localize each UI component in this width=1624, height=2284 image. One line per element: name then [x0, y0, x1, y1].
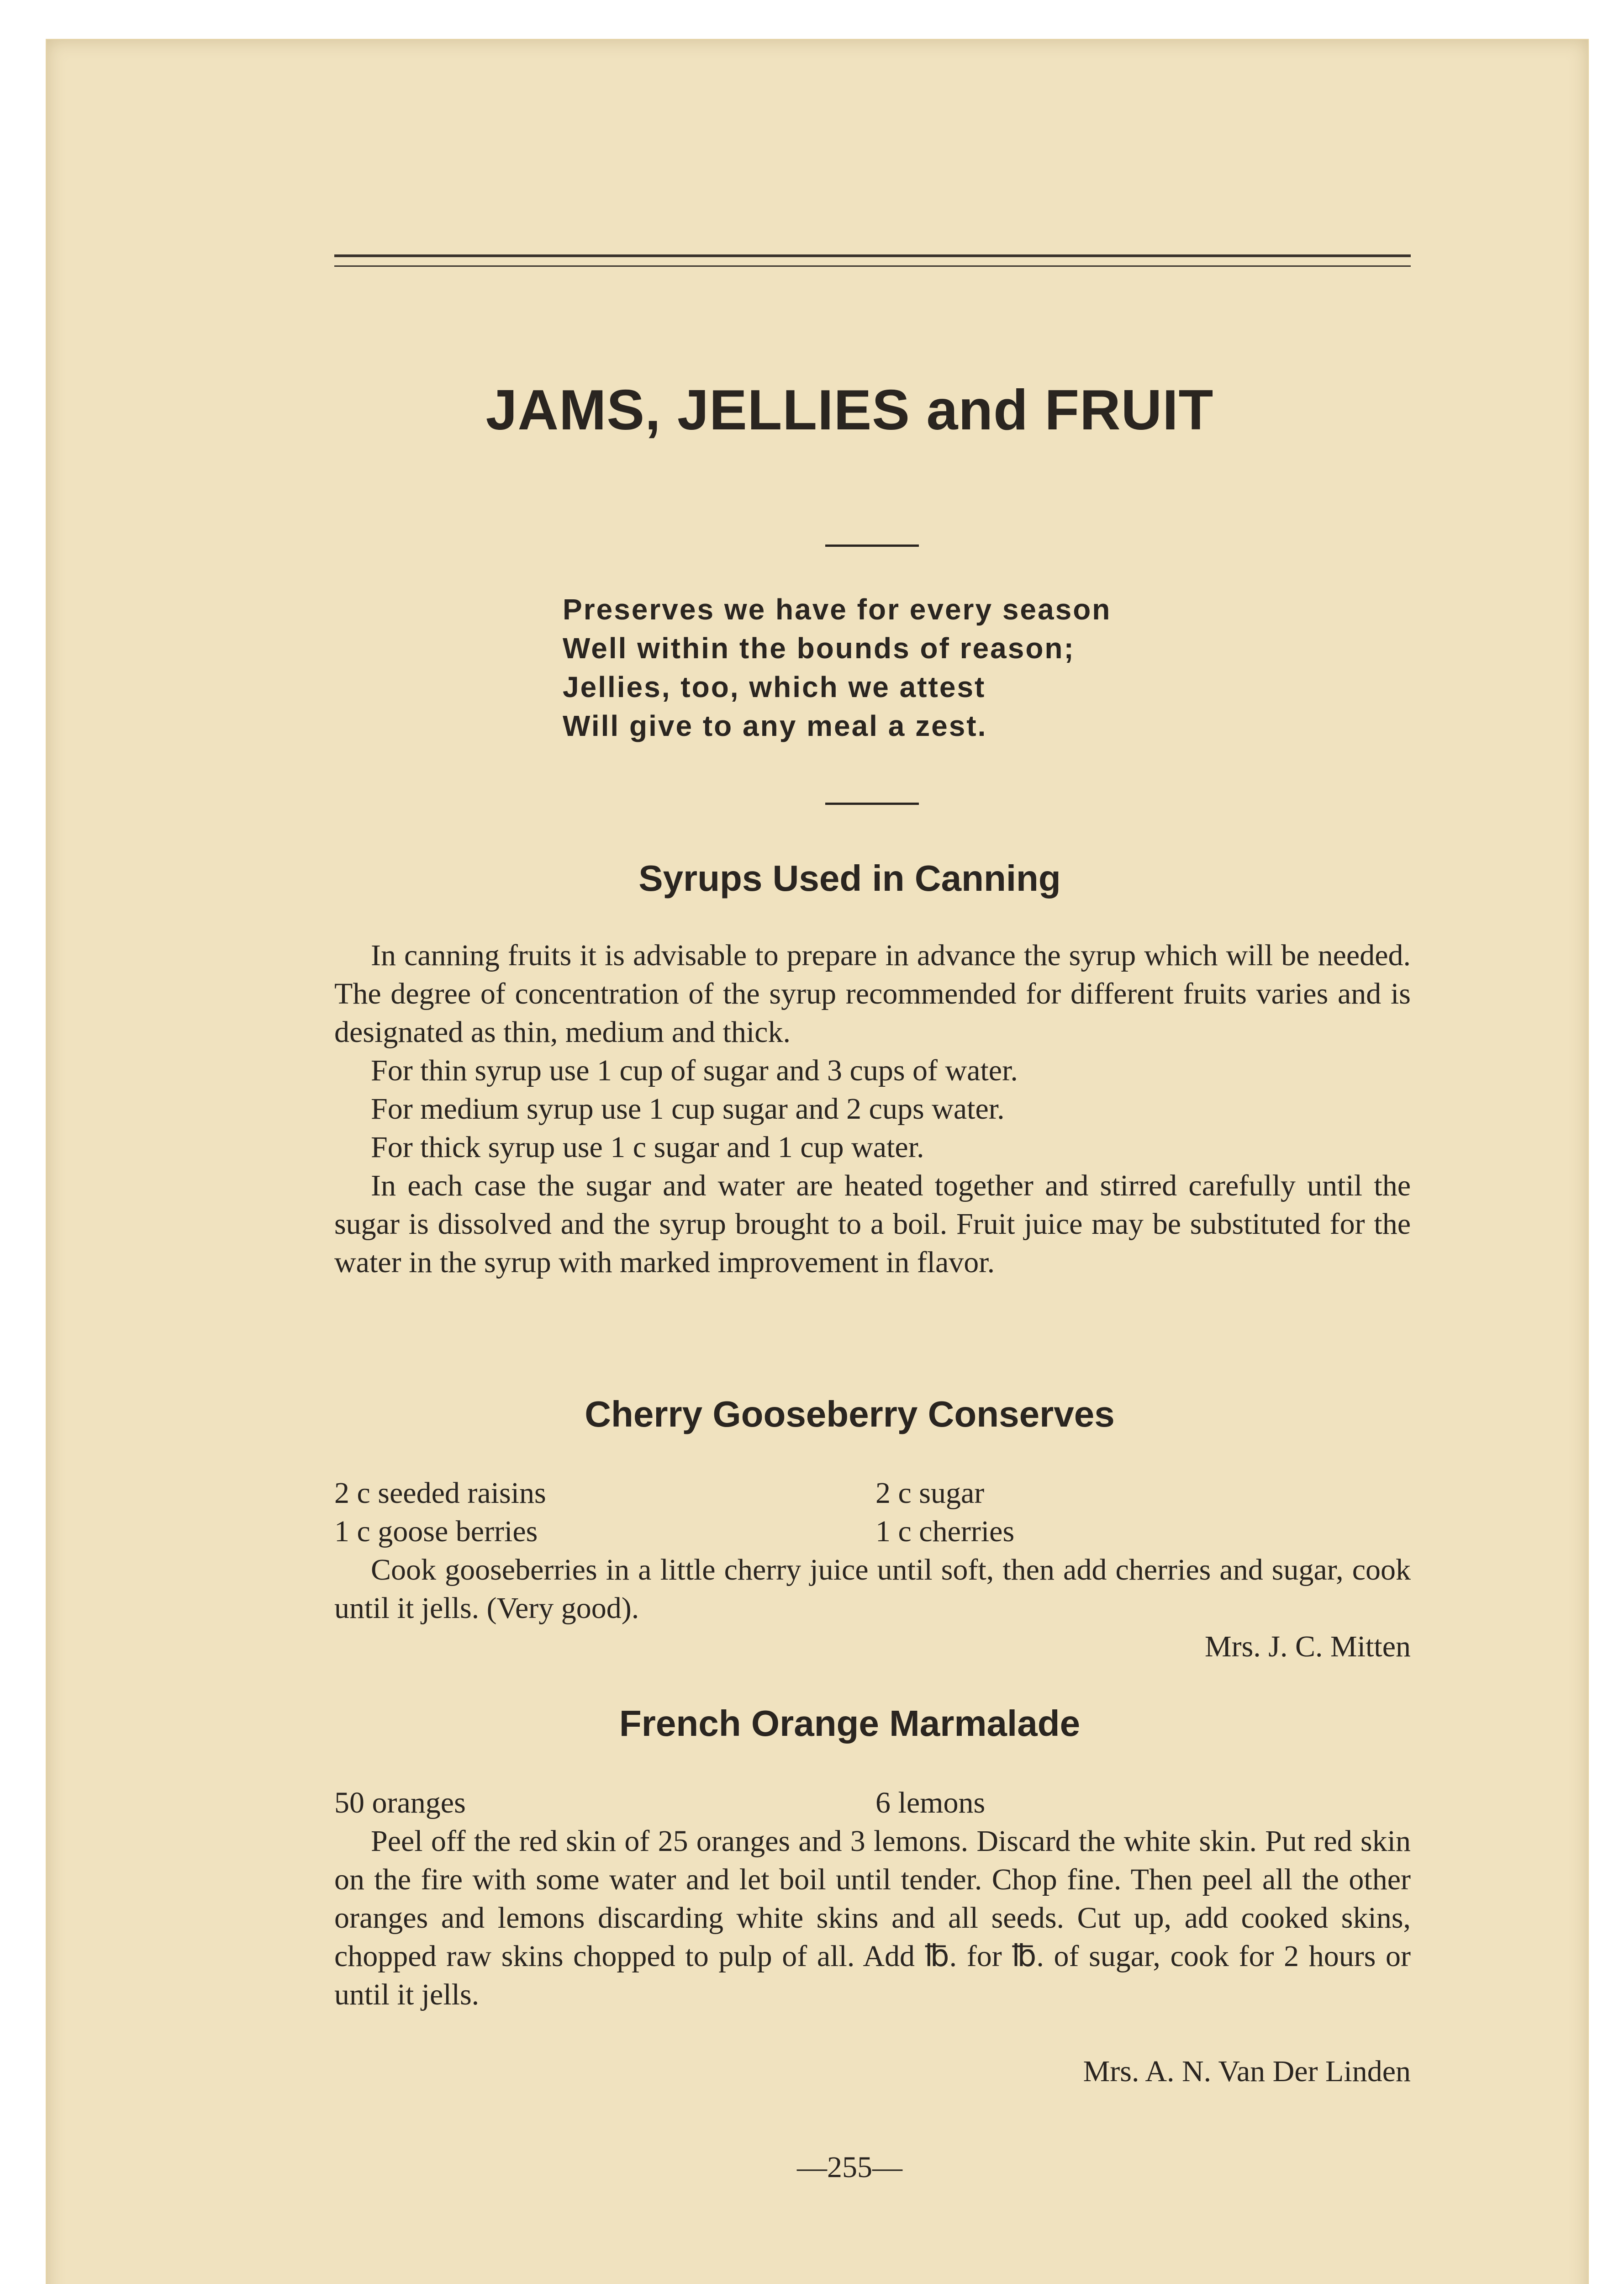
verse — [563, 590, 1111, 745]
book-page — [46, 39, 1589, 2284]
cherry-author: Mrs. J. C. Mitten — [1204, 1630, 1411, 1663]
cherry-ingredient-row — [334, 1474, 985, 1512]
ingredient: 2 c sugar — [875, 1476, 985, 1510]
divider-rule — [825, 545, 919, 547]
thick-syrup-line: For thick syrup use 1 c sugar and 1 cup water. — [371, 1131, 924, 1164]
divider-rule — [825, 803, 919, 805]
cherry-directions-text: Cook gooseberries in a little cherry juice until soft, then add cherries and sugar, cook until it jells. (Very good). — [334, 1553, 1411, 1625]
syrups-heading: Syrups Used in Canning — [638, 858, 1061, 899]
ingredient: 6 lemons — [875, 1786, 986, 1819]
ingredient: 2 c seeded raisins — [334, 1476, 546, 1510]
ingredient: 50 oranges — [334, 1786, 466, 1819]
marmalade-ingredient-row — [334, 1784, 986, 1822]
chapter-title: JAMS, JELLIES and FRUIT — [485, 379, 1214, 442]
verse-line: Well within the bounds of reason; — [563, 632, 1075, 665]
marmalade-author: Mrs. A. N. Van Der Linden — [1083, 2055, 1411, 2088]
syrups-intro: In canning fruits it is advisable to prepare in advance the syrup which will be needed. The degree of concentration of the syrup recommended for different fruits varies and is designated as thin, medium and thick. — [334, 939, 1411, 1049]
ingredient: 1 c cherries — [875, 1515, 1015, 1548]
marmalade-directions-text: Peel off the red skin of 25 oranges and 3 lemons. Discard the white skin. Put red skin on the fire with some water and let boil until tender. Chop fine. Then peel all the other oranges and lemons discarding white skins and all seeds. Cut up, add cooked skins, chopped raw skins chopped to pulp of all. Add ℔. for ℔. of sugar, cook for 2 hours or until it jells. — [334, 1824, 1411, 2011]
syrups-body — [334, 936, 1411, 1282]
top-double-rule — [334, 254, 1411, 267]
verse-line: Preserves we have for every season — [563, 593, 1112, 626]
marmalade-directions — [334, 1822, 1411, 2014]
verse-line: Jellies, too, which we attest — [563, 671, 986, 703]
thin-syrup-line: For thin syrup use 1 cup of sugar and 3 cups of water. — [371, 1054, 1018, 1087]
cherry-directions — [334, 1551, 1411, 1628]
page-content — [289, 40, 1411, 2284]
page-number: —255— — [797, 2151, 902, 2184]
cherry-ingredient-row — [334, 1512, 1015, 1551]
medium-syrup-line: For medium syrup use 1 cup sugar and 2 cups water. — [371, 1092, 1005, 1126]
cherry-heading: Cherry Gooseberry Conserves — [585, 1394, 1115, 1434]
ingredient: 1 c goose berries — [334, 1515, 538, 1548]
marmalade-heading: French Orange Marmalade — [619, 1703, 1081, 1744]
verse-line: Will give to any meal a zest. — [563, 709, 987, 742]
syrups-method: In each case the sugar and water are heated together and stirred carefully until the sugar is dissolved and the syrup brought to a boil. Fruit juice may be substituted for the water in the syrup with marked improvement in flavor. — [334, 1169, 1411, 1279]
